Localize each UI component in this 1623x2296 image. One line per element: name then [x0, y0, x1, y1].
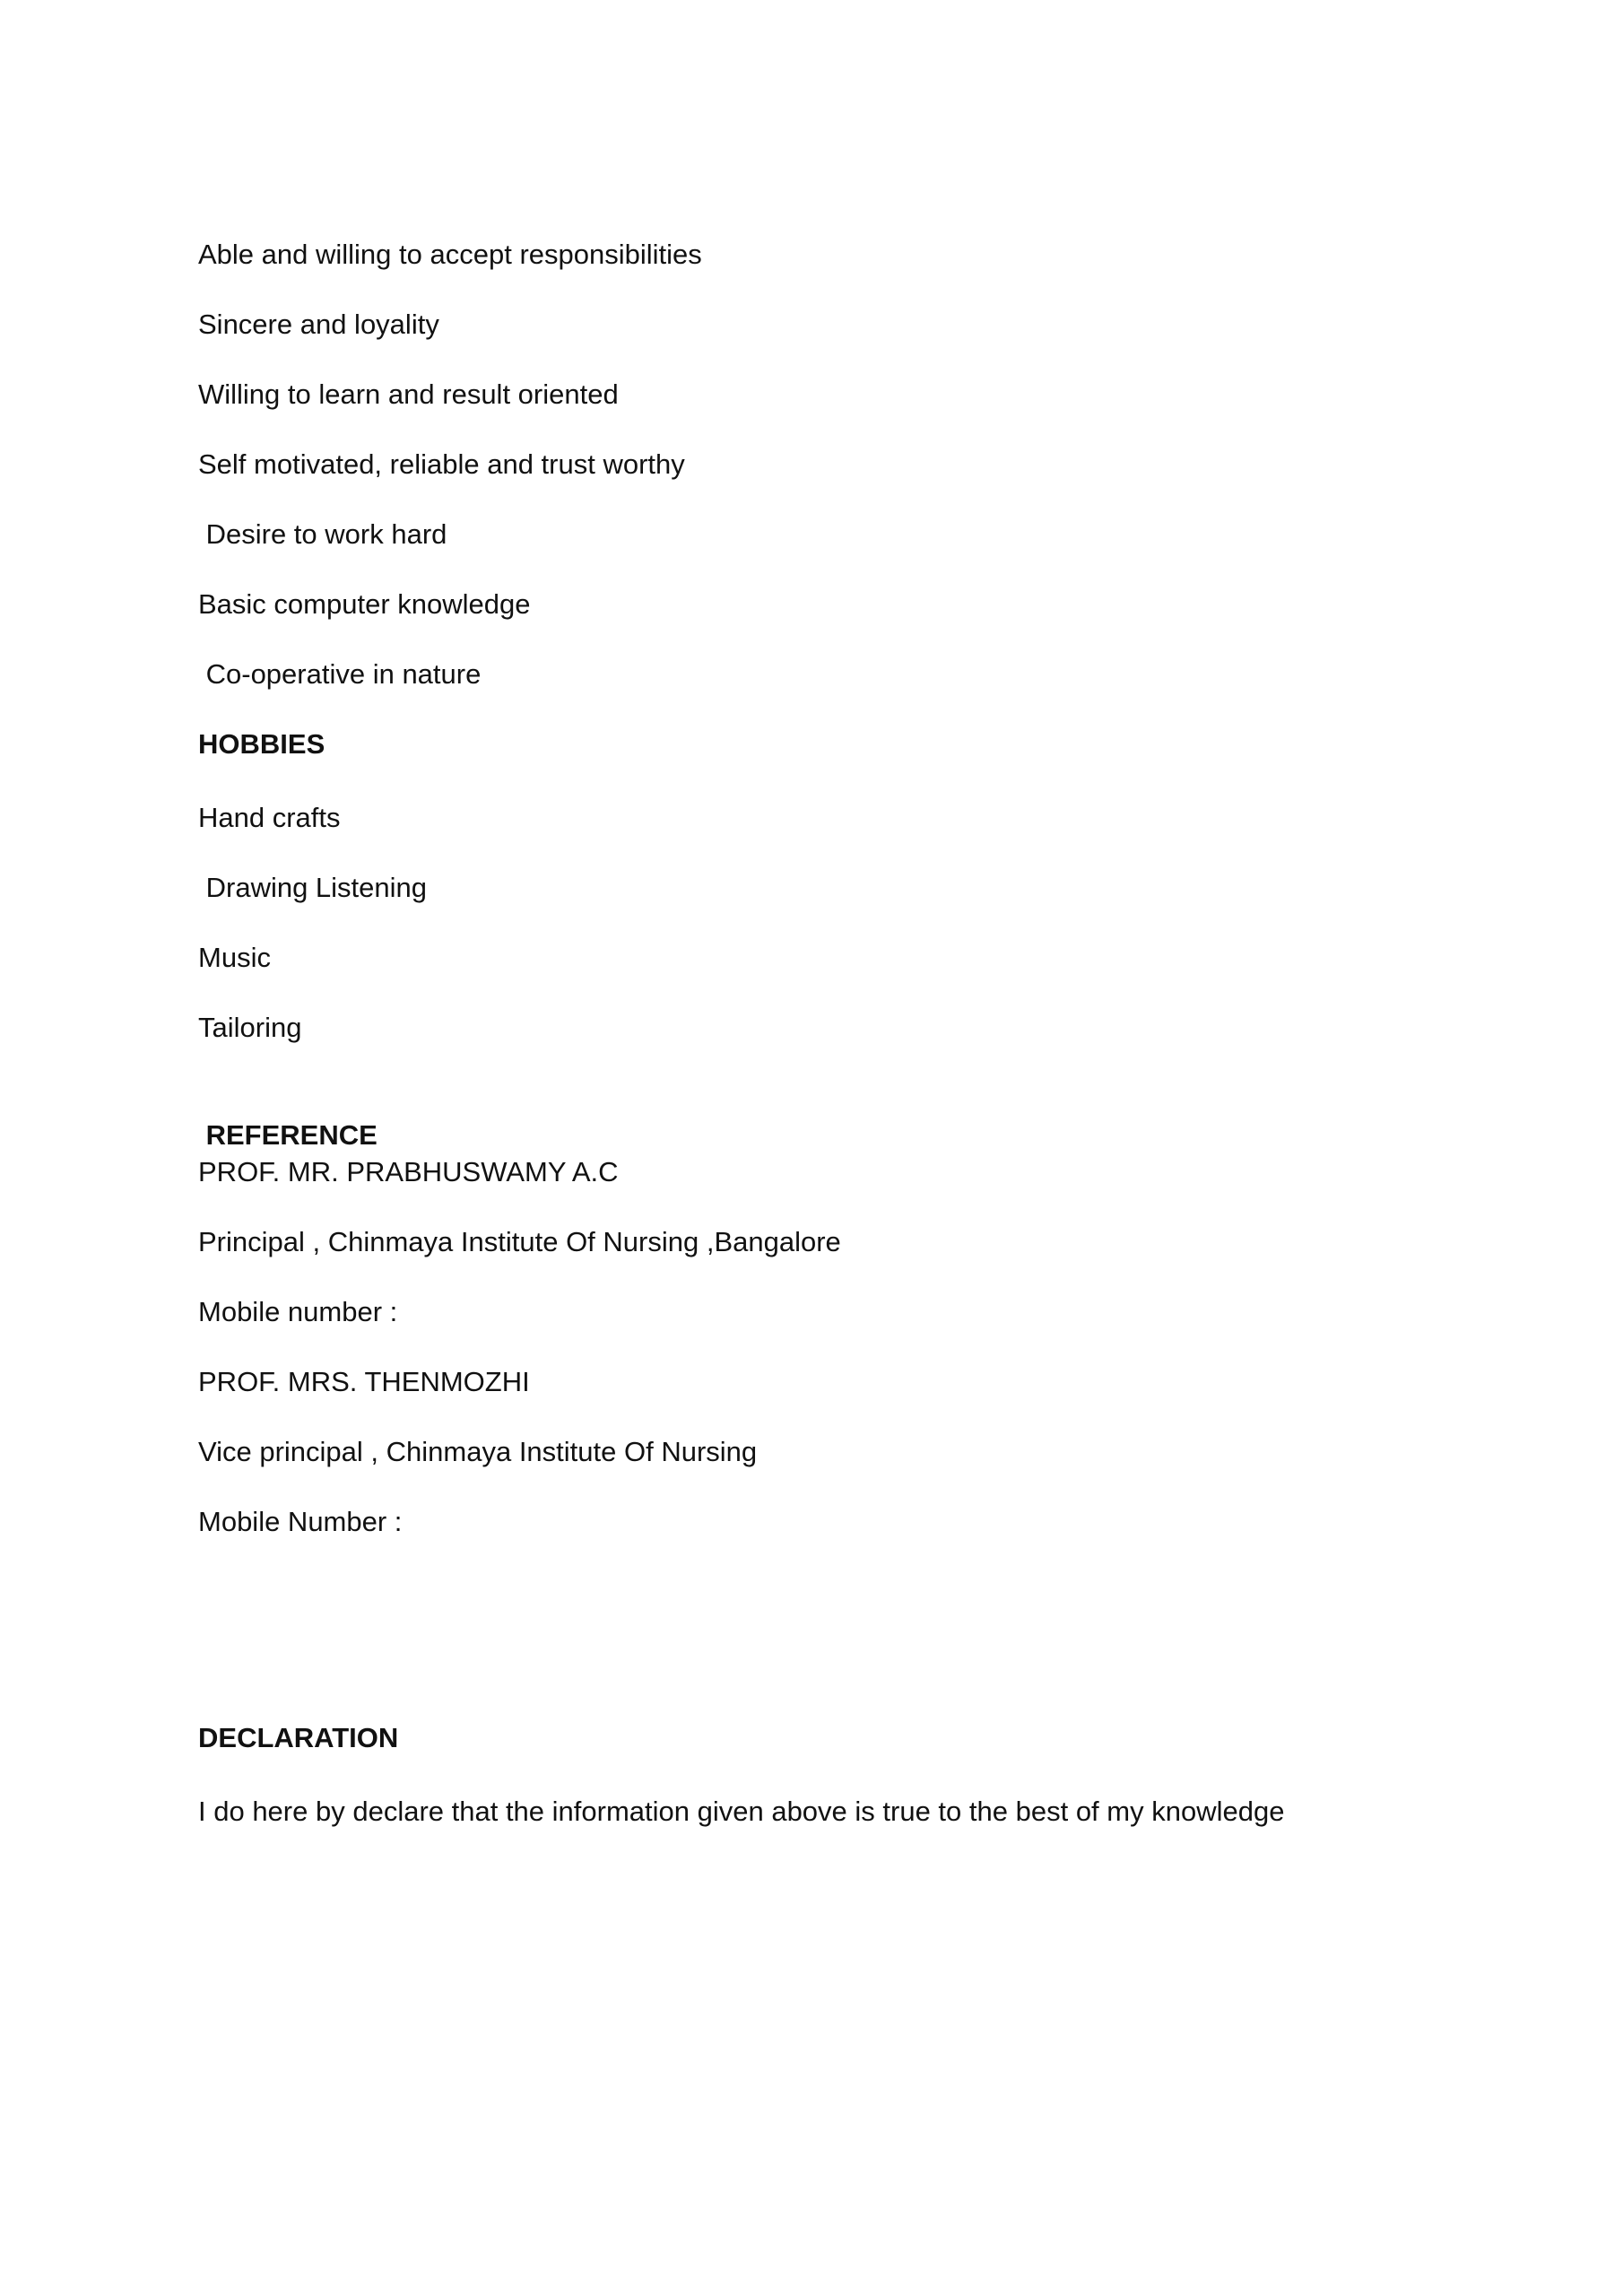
reference-line: PROF. MRS. THENMOZHI [198, 1366, 530, 1397]
reference-line: Principal , Chinmaya Institute Of Nursing ,Bangalore [198, 1226, 841, 1257]
hobby-item: Hand crafts [198, 802, 341, 833]
reference-line: PROF. MR. PRABHUSWAMY A.C [198, 1156, 619, 1187]
reference-heading: REFERENCE [198, 1119, 378, 1151]
quality-item: Able and willing to accept responsibilities [198, 239, 702, 270]
quality-item: Co-operative in nature [198, 658, 482, 690]
quality-item: Sincere and loyality [198, 309, 439, 340]
hobby-item: Tailoring [198, 1012, 302, 1043]
reference-line: Vice principal , Chinmaya Institute Of Nursing [198, 1436, 758, 1467]
declaration-heading: DECLARATION [198, 1722, 399, 1753]
quality-item: Willing to learn and result oriented [198, 378, 619, 410]
hobby-item: Drawing Listening [198, 872, 428, 903]
quality-item: Desire to work hard [198, 518, 447, 550]
hobbies-heading: HOBBIES [198, 728, 325, 760]
quality-item: Self motivated, reliable and trust worthy [198, 448, 685, 480]
reference-line: Mobile number : [198, 1296, 398, 1327]
reference-line: Mobile Number : [198, 1506, 403, 1537]
declaration-text: I do here by declare that the information given above is true to the best of my knowledge [198, 1796, 1285, 1827]
quality-item: Basic computer knowledge [198, 588, 531, 620]
hobby-item: Music [198, 942, 271, 973]
